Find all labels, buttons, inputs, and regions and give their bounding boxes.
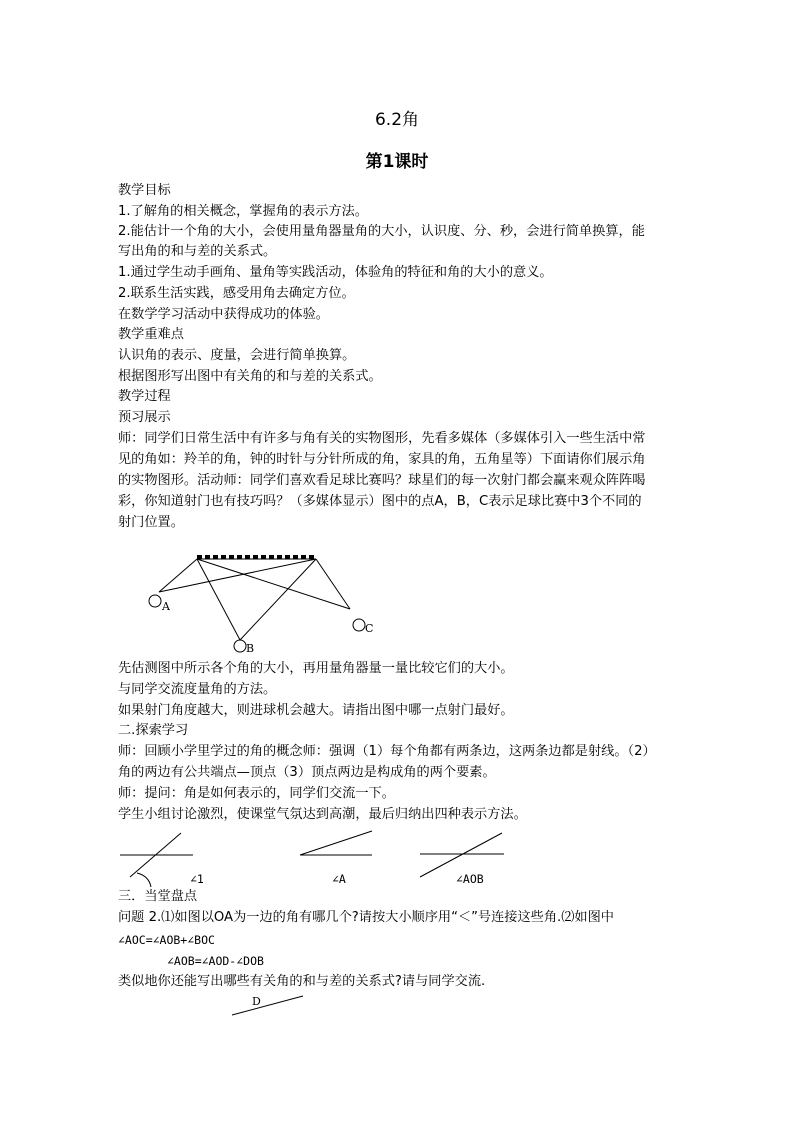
text-line: 彩，你知道射门也有技巧吗？（多媒体显示）图中的点A，B，C表示足球比赛中3个不同的 (118, 494, 642, 509)
text-line: 角的两边有公共端点—顶点（3）顶点两边是构成角的两个要素。 (118, 765, 496, 780)
text-line: 的实物图形。活动师：同学们喜欢看足球比赛吗？球星们的每一次射门都会赢来观众阵阵喝 (118, 473, 646, 488)
text-line: 二.探索学习 (118, 723, 189, 738)
text-line: 2.联系生活实践，感受用角去确定方位。 (118, 286, 355, 301)
text-line: 先估测图中所示各个角的大小，再用量角器量一量比较它们的大小。 (118, 661, 514, 676)
text-line: 1.了解角的相关概念，掌握角的表示方法。 (118, 204, 368, 219)
lesson-title: 6.2角 (374, 110, 420, 130)
text-line: 根据图形写出图中有关角的和与差的关系式。 (118, 369, 382, 384)
angle-a-label: ∠A (332, 872, 346, 886)
text-line: 在数学学习活动中获得成功的体验。 (118, 307, 329, 322)
text-line: 与同学交流度量角的方法。 (118, 682, 277, 697)
text-line: 教学目标 (118, 183, 171, 198)
angle-1-label: ∠1 (190, 872, 204, 886)
goal-point-a-label: A (162, 600, 170, 613)
section-heading: 三．当堂盘点 (118, 889, 198, 904)
question-line: 问题 2.⑴如图以OA为一边的角有哪几个?请按大小顺序用“＜”号连接这些角.⑵如图中 (118, 910, 614, 925)
text-line: 2.能估计一个角的大小，会使用量角器量角的大小，认识度、分、秒，会进行简单换算，能 (118, 224, 645, 239)
point-d-label: D (252, 995, 261, 1008)
goal-point-b-label: B (246, 642, 255, 655)
angle-aob-label: ∠AOB (456, 872, 484, 886)
text-line: 写出角的和与差的关系式。 (118, 244, 277, 259)
text-line: 见的角如：羚羊的角，钟的时针与分针所成的角，家具的角，五角星等）下面请你们展示角 (118, 452, 646, 467)
equation-line: ∠AOB=∠AOD-∠DOB (167, 954, 264, 968)
text-line: 1.通过学生动手画角、量角等实践活动，体验角的特征和角的大小的意义。 (118, 265, 553, 280)
goal-point-c-label: C (365, 622, 374, 635)
text-line: 预习展示 (118, 410, 171, 425)
lesson-subtitle: 第1课时 (365, 152, 429, 172)
text-line: 师：提问：角是如何表示的，同学们交流一下。 (118, 786, 395, 801)
text-line: 师：同学们日常生活中有许多与角有关的实物图形，先看多媒体（多媒体引入一些生活中常 (118, 431, 646, 446)
question-line: 类似地你还能写出哪些有关角的和与差的关系式?请与同学交流. (118, 974, 486, 989)
text-line: 如果射门角度越大，则进球机会越大。请指出图中哪一点射门最好。 (118, 703, 514, 718)
text-line: 教学过程 (118, 389, 171, 404)
equation-line: ∠AOC=∠AOB+∠BOC (118, 933, 215, 947)
text-line: 教学重难点 (118, 327, 184, 342)
text-line: 学生小组讨论激烈，使课堂气氛达到高潮，最后归纳出四种表示方法。 (118, 807, 527, 822)
text-line: 射门位置。 (118, 515, 184, 530)
text-line: 师：回顾小学里学过的角的概念师：强调（1）每个角都有两条边，这两条边都是射线。（2） (118, 744, 656, 759)
text-line: 认识角的表示、度量，会进行简单换算。 (118, 348, 356, 363)
